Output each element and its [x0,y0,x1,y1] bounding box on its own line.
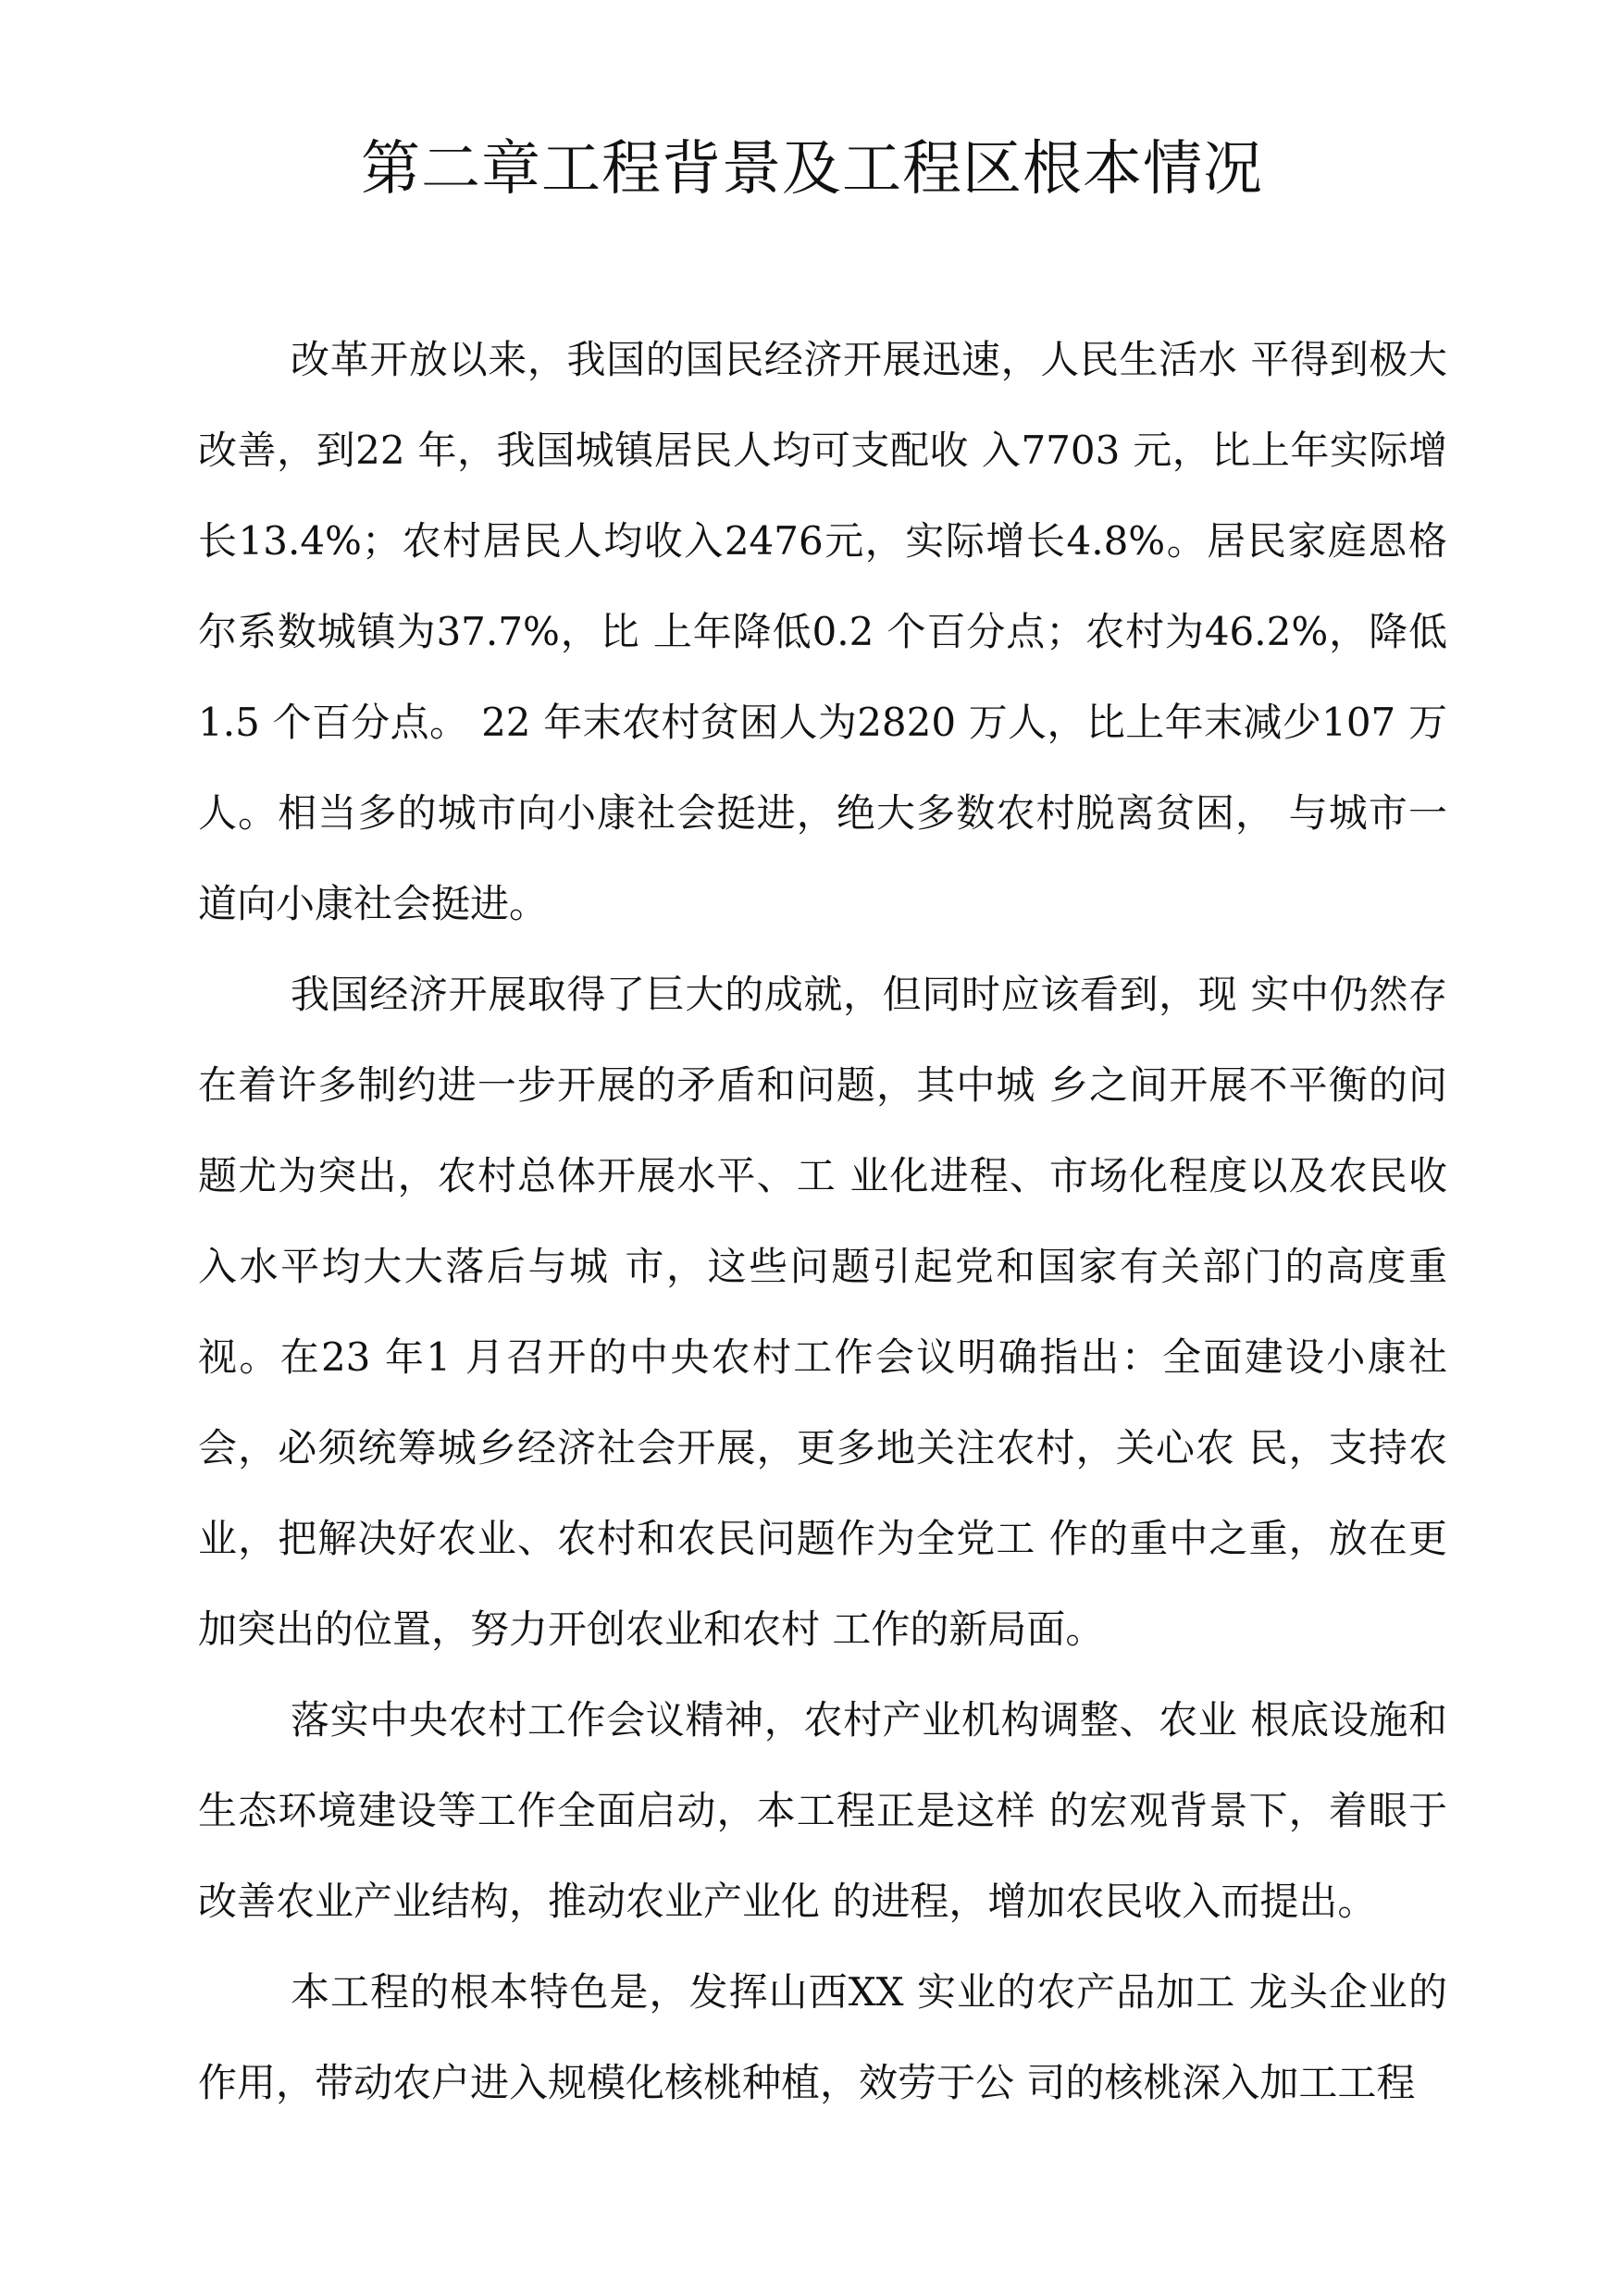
page-title: 第二章工程背景及工程区根本情况 [361,135,1263,204]
paragraph-3: 落实中央农村工作会议精神，农村产业机构调整、农业 根底设施和生态环境建设等工作全面启动，本工程正是这样 的宏观背景下，着眼于改善农业产业结构，推动农业产业化 的进程，增加农民收入而提出。 [198,1697,1447,1924]
paragraph-1: 改革开放以来，我国的国民经济开展迅速，人民生活水 平得到极大改善，到22 年，我国城镇居民人均可支配收 入7703 元，比上年实际增长13.4%；农村居民人均收入2476元，实际增长4.8%。居民家庭恩格尔系数城镇为37.7%，比 上年降低0.2 个百分点；农村为46.2%，降低1.5 个百分点。 22 年末农村贫困人为2820 万人，比上年末减少107 万 人。相当多的城市向小康社会挺进，绝大多数农村脱离贫困， 与城市一道向小康社会挺进。 [198,337,1447,926]
paragraph-2: 我国经济开展取得了巨大的成就，但同时应该看到，现 实中仍然存在着许多制约进一步开展的矛盾和问题，其中城 乡之间开展不平衡的问题尤为突出，农村总体开展水平、工 业化进程、市场化程度以及农民收入水平均大大落后与城 市，这些问题引起党和国家有关部门的高度重视。在23 年1 月召开的中央农村工作会议明确指出：全面建设小康社会，必须统筹城乡经济社会开展，更多地关注农村，关心农 民，支持农业，把解决好农业、农村和农民问题作为全党工 作的重中之重，放在更加突出的位置，努力开创农业和农村 工作的新局面。 [198,972,1447,1652]
paragraph-4: 本工程的根本特色是，发挥山西XX 实业的农产品加工 龙头企业的作用，带动农户进入规模化核桃种植，效劳于公 司的核桃深入加工工程 [198,1969,1447,2105]
body-text [198,315,1447,2128]
